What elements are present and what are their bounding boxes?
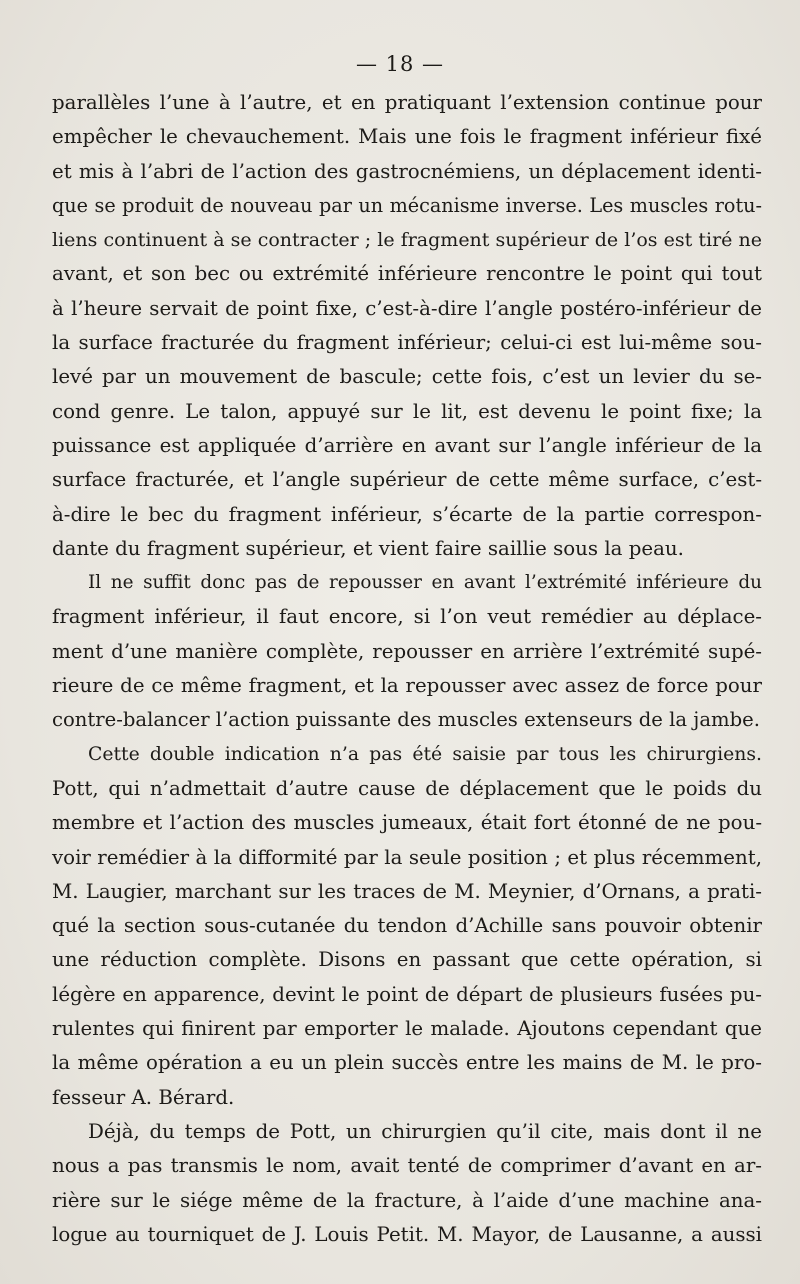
text-line: voir remédier à la difformité par la seule position ; et plus récemment,	[52, 845, 762, 869]
text-line: surface fracturée, et l’angle supérieur de cette même surface, c’est-	[52, 468, 762, 492]
text-line: parallèles l’une à l’autre, et en pratiquant l’extension continue pour	[52, 91, 762, 114]
text-line: cond genre. Le talon, appuyé sur le lit, est devenu le point fixe; la	[52, 399, 762, 423]
body-text	[52, 86, 762, 1252]
text-line: Pott, qui n’admettait d’autre cause de déplacement que le poids du	[52, 776, 762, 800]
text-line: ment d’une manière complète, repousser en arrière l’extrémité supé-	[52, 639, 762, 663]
text-line: une réduction complète. Disons en passant que cette opération, si	[52, 948, 762, 972]
text-line: la même opération a eu un plein succès entre les mains de M. le pro-	[52, 1051, 762, 1075]
text-line: fesseur A. Bérard.	[52, 1085, 235, 1109]
text-line: levé par un mouvement de bascule; cette fois, c’est un levier du se-	[52, 365, 762, 389]
paragraph-start-line: Déjà, du temps de Pott, un chirurgien qu’il cite, mais dont il ne	[88, 1119, 762, 1143]
text-line: légère en apparence, devint le point de départ de plusieurs fusées pu-	[52, 982, 762, 1006]
text-line: rulentes qui finirent par emporter le malade. Ajoutons cependant que	[52, 1017, 762, 1041]
text-line: rière sur le siége même de la fracture, à l’aide d’une machine ana-	[52, 1188, 762, 1212]
text-line: que se produit de nouveau par un mécanisme inverse. Les muscles rotu-	[52, 193, 762, 217]
paragraph-start-line: Cette double indication n’a pas été saisie par tous les chirurgiens.	[88, 743, 762, 765]
text-line: liens continuent à se contracter ; le fragment supérieur de l’os est tiré ne	[52, 229, 762, 252]
text-line: à l’heure servait de point fixe, c’est-à-dire l’angle postéro-inférieur de	[52, 296, 762, 320]
text-line: à-dire le bec du fragment inférieur, s’écarte de la partie correspon-	[52, 502, 762, 526]
text-line: empêcher le chevauchement. Mais une fois le fragment inférieur fixé	[52, 125, 762, 149]
text-line: contre-balancer l’action puissante des muscles extenseurs de la jambe.	[52, 708, 760, 732]
page-number-header: — 18 —	[355, 52, 445, 76]
text-line: puissance est appliquée d’arrière en avant sur l’angle inférieur de la	[52, 433, 762, 457]
paragraph-start-line: Il ne suffit donc pas de repousser en avant l’extrémité inférieure du	[88, 572, 762, 594]
text-line: et mis à l’abri de l’action des gastrocnémiens, un déplacement identi-	[52, 159, 762, 183]
text-line: la surface fracturée du fragment inférieur; celui-ci est lui-même sou-	[52, 331, 762, 355]
text-line: logue au tourniquet de J. Louis Petit. M. Mayor, de Lausanne, a aussi	[52, 1222, 762, 1246]
text-line: qué la section sous-cutanée du tendon d’Achille sans pouvoir obtenir	[52, 914, 762, 938]
text-line: fragment inférieur, il faut encore, si l’on veut remédier au déplace-	[52, 605, 762, 629]
text-line: rieure de ce même fragment, et la repousser avec assez de force pour	[52, 674, 762, 698]
text-line: nous a pas transmis le nom, avait tenté de comprimer d’avant en ar-	[52, 1154, 762, 1178]
text-line: membre et l’action des muscles jumeaux, était fort étonné de ne pou-	[52, 811, 762, 835]
text-line: avant, et son bec ou extrémité inférieure rencontre le point qui tout	[52, 262, 762, 286]
text-line: M. Laugier, marchant sur les traces de M. Meynier, d’Ornans, a prati-	[52, 879, 762, 903]
text-line: dante du fragment supérieur, et vient faire saillie sous la peau.	[52, 536, 684, 560]
